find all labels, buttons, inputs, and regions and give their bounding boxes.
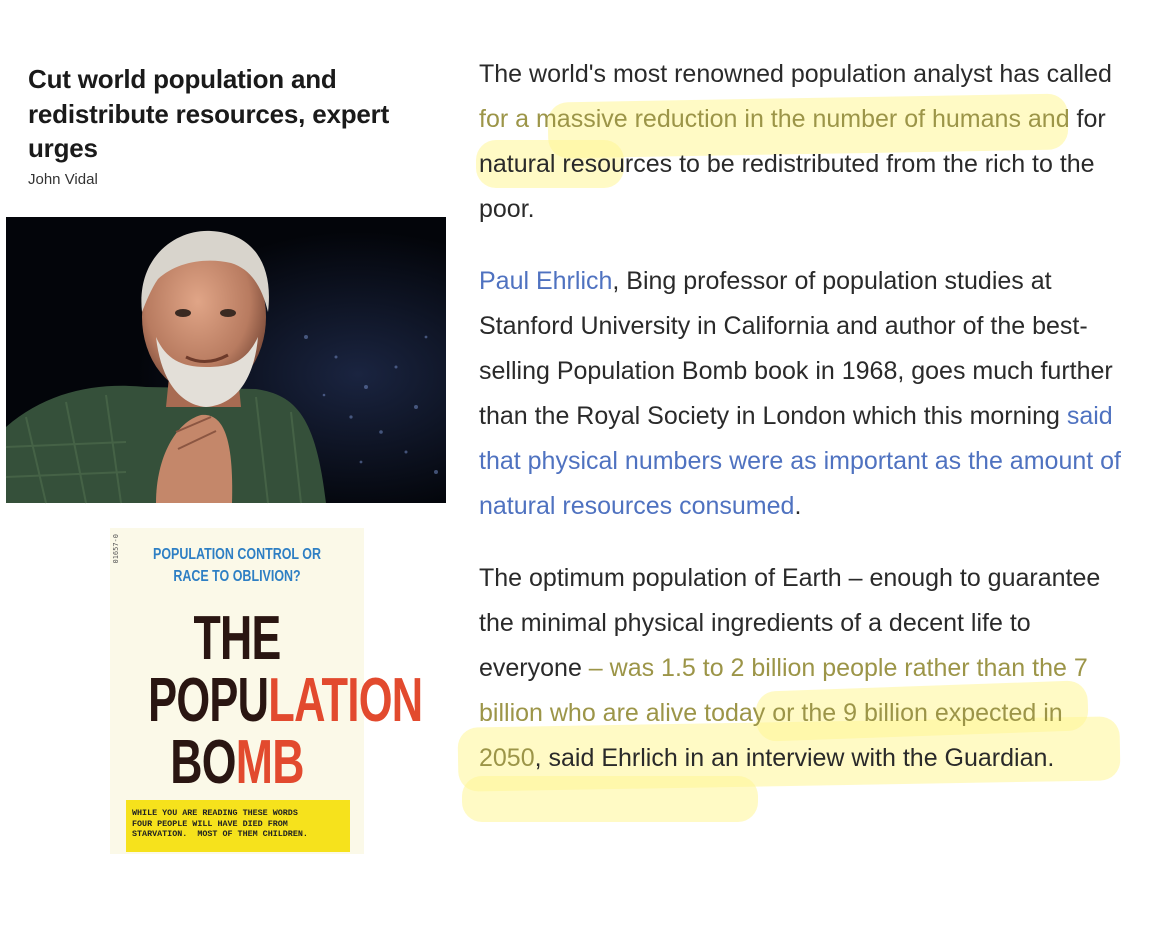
cover-title-bomb: BOMB [170, 728, 304, 797]
article-body [479, 52, 1129, 808]
author-byline[interactable]: John Vidal [28, 171, 98, 188]
paragraph-3: The optimum population of Earth – enough to guarantee the minimal physical ingredients of a decent life to everyone – was 1.5 to 2 billion people rather than the 7 billion who are alive today or the 9 billion expected in 2050, said Ehrlich in an interview with the Guardian. [479, 564, 1101, 772]
cover-title-population: POPULATION [148, 666, 423, 735]
cover-banner: WHILE YOU ARE READING THESE WORDS FOUR PEOPLE WILL HAVE DIED FROM STARVATION. MOST OF THEM CHILDREN. [126, 800, 350, 852]
link-paul-ehrlich[interactable]: Paul Ehrlich [479, 267, 613, 295]
portrait-photo [6, 217, 446, 503]
link-royal-society-report[interactable]: said that physical numbers were as important as the amount of natural resources consumed [479, 402, 1121, 520]
book-cover [110, 528, 423, 854]
cover-code: 01657-0 [112, 534, 120, 564]
cover-title-the: THE [193, 604, 281, 673]
highlighted-text: – was 1.5 to 2 billion people rather than the 7 billion who are alive today or the 9 billion expected in 2050 [479, 654, 1088, 772]
paragraph-2: Paul Ehrlich, Bing professor of population studies at Stanford University in California and author of the best-selling Population Bomb book in 1968, goes much further than the Royal Society in London which this morning said that physical numbers were as important as the amount of natural resources consumed. [479, 267, 1121, 520]
paragraph-1: The world's most renowned population analyst has called for a massive reduction in the number of humans and for natural resources to be redistributed from the rich to the poor. [479, 60, 1112, 223]
cover-subtitle-line2: RACE TO OBLIVION? [173, 568, 301, 585]
cover-subtitle-line1: POPULATION CONTROL OR [152, 546, 322, 563]
portrait-icon [6, 217, 446, 503]
highlighted-text: for a massive reduction in the number of humans and [479, 105, 1070, 133]
article-headline: Cut world population and redistribute resources, expert urges [28, 64, 390, 163]
